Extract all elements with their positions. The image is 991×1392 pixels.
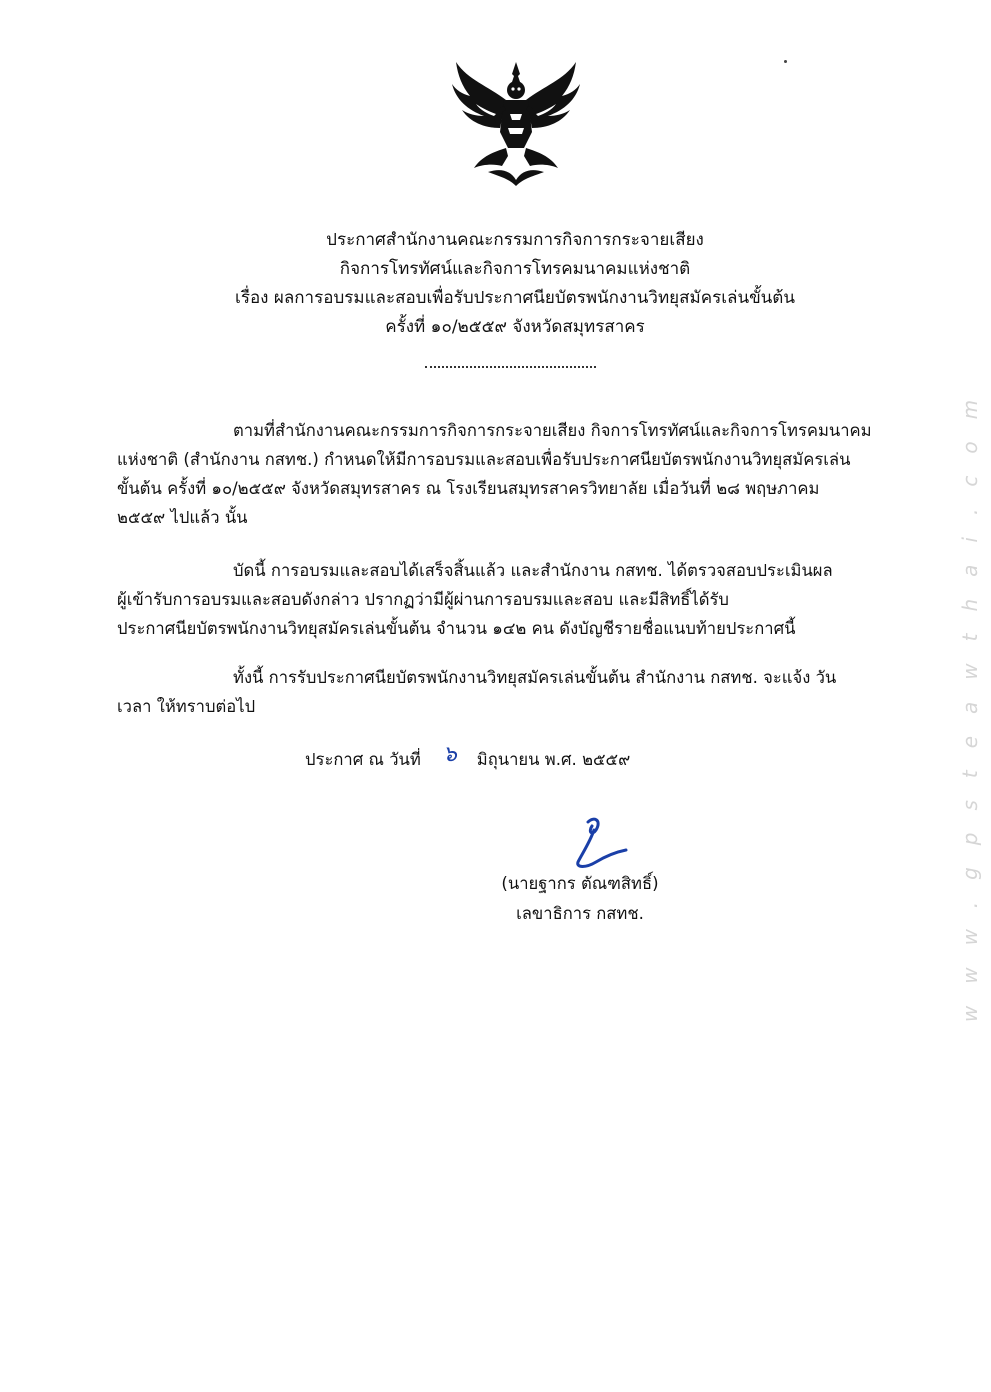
signatory-block [490,869,670,929]
paragraph-1-line-3: ขั้นต้น ครั้งที่ ๑๐/๒๕๕๙ จังหวัดสมุทรสาคร ณ โรงเรียนสมุทรสาครวิทยาลัย เมื่อวันที่ ๒๘ พฤษภาคม [117,479,820,498]
title-divider [425,366,596,368]
announcement-title [120,226,910,342]
paragraph-3-line-2: เวลา ให้ทราบต่อไป [117,697,256,716]
paragraph-1-line-4: ๒๕๕๙ ไปแล้ว นั้น [117,508,248,527]
title-session: ครั้งที่ ๑๐/๒๕๕๙ จังหวัดสมุทรสาคร [385,317,645,337]
announcement-date [305,744,630,774]
paragraph-2-line-1: บัดนี้ การอบรมและสอบได้เสร็จสิ้นแล้ว และสำนักงาน กสทช. ได้ตรวจสอบประเมินผล [233,561,833,580]
paragraph-2-line-2: ผู้เข้ารับการอบรมและสอบดังกล่าว ปรากฏว่ามีผู้ผ่านการอบรมและสอบ และมีสิทธิ์ได้รับ [117,590,729,609]
date-prefix: ประกาศ ณ วันที่ [305,750,421,769]
site-watermark [950,150,990,1250]
date-month-year: มิถุนายน พ.ศ. ๒๕๕๙ [476,750,631,769]
paragraph-1 [117,416,897,532]
watermark-text: www.gpsteawthai.com [958,377,982,1023]
garuda-emblem [448,56,584,188]
handwritten-signature [560,812,640,872]
date-day-handwritten: ๖ [442,742,457,767]
scan-speck [784,60,787,63]
paragraph-3 [117,663,897,721]
title-line-1: ประกาศสำนักงานคณะกรรมการกิจการกระจายเสียง [326,230,704,250]
title-subject: เรื่อง ผลการอบรมและสอบเพื่อรับประกาศนียบัตรพนักงานวิทยุสมัครเล่นขั้นต้น [235,288,795,308]
title-line-2: กิจการโทรทัศน์และกิจการโทรคมนาคมแห่งชาติ [339,259,691,279]
paragraph-2-line-3: ประกาศนียบัตรพนักงานวิทยุสมัครเล่นขั้นต้น จำนวน ๑๔๒ คน ดังบัญชีรายชื่อแนบท้ายประกาศนี้ [117,619,796,638]
paragraph-3-line-1: ทั้งนี้ การรับประกาศนียบัตรพนักงานวิทยุสมัครเล่นขั้นต้น สำนักงาน กสทช. จะแจ้ง วัน [233,668,837,687]
signatory-name: (นายฐากร ตัณฑสิทธิ์) [501,874,659,893]
signatory-position: เลขาธิการ กสทช. [516,904,644,923]
paragraph-1-line-2: แห่งชาติ (สำนักงาน กสทช.) กำหนดให้มีการอบรมและสอบเพื่อรับประกาศนียบัตรพนักงานวิทยุสมัครเล่น [117,450,851,469]
paragraph-1-line-1: ตามที่สำนักงานคณะกรรมการกิจการกระจายเสียง กิจการโทรทัศน์และกิจการโทรคมนาคม [233,421,872,440]
paragraph-2 [117,556,897,643]
